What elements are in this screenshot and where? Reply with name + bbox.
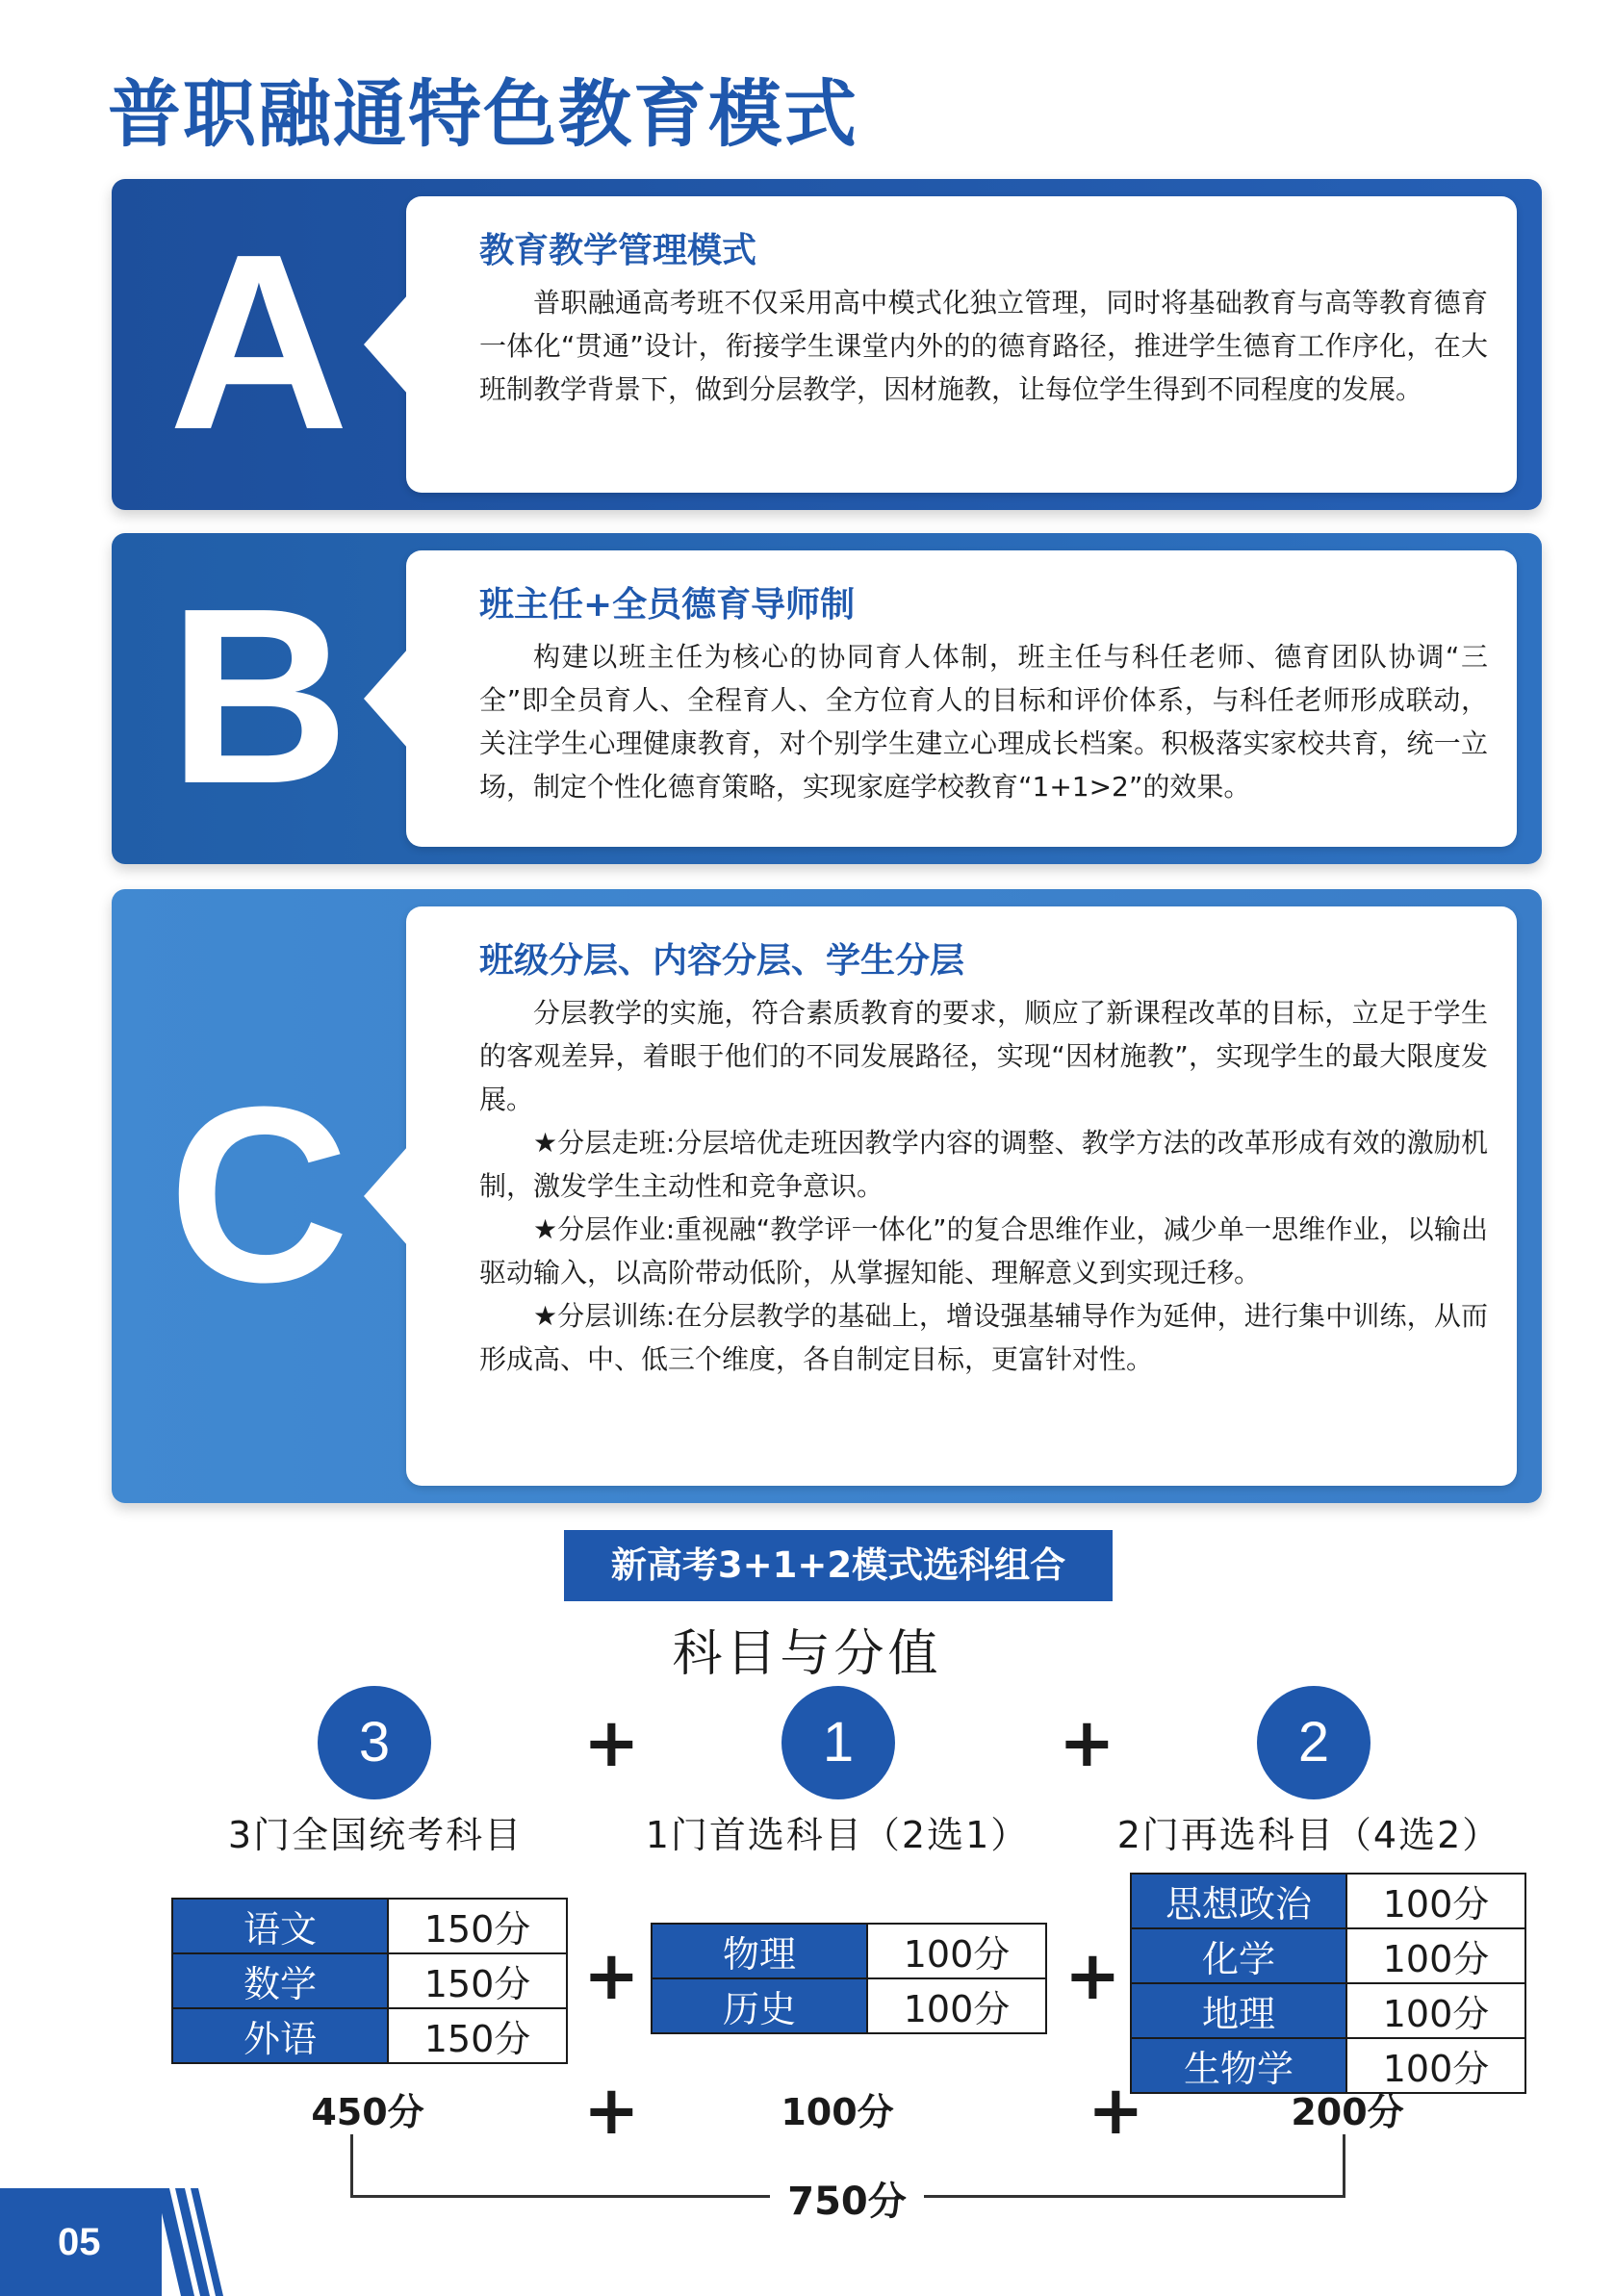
subject-score: 100分 — [1346, 2038, 1525, 2093]
footer-stripes-decoration — [156, 2188, 233, 2296]
plus-sign: + — [1088, 2071, 1144, 2150]
subject-name: 生物学 — [1131, 2038, 1346, 2093]
panel-letter: C — [168, 1056, 349, 1335]
table-row — [652, 1924, 1046, 1978]
plus-sign: + — [583, 1703, 640, 1782]
subject-score: 100分 — [1346, 1983, 1525, 2038]
subject-name: 语文 — [172, 1899, 388, 1953]
grand-total: 750分 — [770, 2171, 924, 2226]
subject-name: 数学 — [172, 1953, 388, 2008]
subject-score: 100分 — [867, 1924, 1046, 1978]
subject-score: 150分 — [388, 1899, 567, 1953]
panel-title: 教育教学管理模式 — [479, 231, 757, 270]
exam-banner: 新高考3+1+2模式选科组合 — [564, 1530, 1113, 1601]
count-circle-2: 2 — [1257, 1686, 1371, 1799]
panel-text — [479, 281, 1488, 411]
subject-score: 100分 — [1346, 1874, 1525, 1928]
panel-paragraph: 分层教学的实施，符合素质教育的要求，顺应了新课程改革的目标，立足于学生的客观差异，着眼于他们的不同发展路径，实现“因材施教”，实现学生的最大限度发展。 — [479, 997, 1488, 1115]
subject-score: 100分 — [1346, 1928, 1525, 1983]
subject-name: 外语 — [172, 2008, 388, 2063]
panel-c — [112, 889, 1542, 1503]
count-circle-1: 1 — [781, 1686, 895, 1799]
group-total: 100分 — [781, 2091, 894, 2133]
table-row — [172, 1899, 567, 1953]
subject-name: 思想政治 — [1131, 1874, 1346, 1928]
panel-paragraph: 普职融通高考班不仅采用高中模式化独立管理，同时将基础教育与高等教育德育一体化“贯通”设计，衔接学生课堂内外的的德育路径，推进学生德育工作序化，在大班制教学背景下，做到分层教学，因材施教，让每位学生得到不同程度的发展。 — [479, 287, 1488, 405]
panel-text — [479, 635, 1488, 808]
plus-sign: + — [1059, 1703, 1115, 1782]
panel-letter: B — [168, 557, 349, 836]
panel-paragraph: ★分层作业:重视融“教学评一体化”的复合思维作业，减少单一思维作业，以输出驱动输入，以高阶带动低阶，从掌握知能、理解意义到实现迁移。 — [479, 1213, 1488, 1288]
panel-a — [112, 179, 1542, 510]
group-total: 200分 — [1291, 2091, 1404, 2133]
subject-score: 150分 — [388, 2008, 567, 2063]
subject-name: 化学 — [1131, 1928, 1346, 1983]
page-number: 05 — [0, 2188, 162, 2296]
plus-sign: + — [583, 2071, 640, 2150]
panel-b — [112, 533, 1542, 864]
subject-score: 100分 — [867, 1978, 1046, 2033]
subjects-table-unified — [171, 1898, 568, 2064]
page-title: 普职融通特色教育模式 — [108, 71, 858, 157]
group-total: 450分 — [311, 2091, 424, 2133]
subjects-table-first-choice — [651, 1923, 1047, 2034]
panel-letter: A — [168, 203, 349, 482]
table-row — [1131, 1983, 1525, 2038]
table-row — [652, 1978, 1046, 2033]
panel-card — [406, 196, 1517, 493]
exam-subtitle: 科目与分值 — [672, 1625, 942, 1683]
subject-score: 150分 — [388, 1953, 567, 2008]
subject-name: 物理 — [652, 1924, 867, 1978]
table-row — [172, 1953, 567, 2008]
subject-name: 历史 — [652, 1978, 867, 2033]
count-circle-3: 3 — [318, 1686, 431, 1799]
table-row — [1131, 1928, 1525, 1983]
group-label: 3门全国统考科目 — [227, 1814, 524, 1856]
panel-paragraph: ★分层走班:分层培优走班因教学内容的调整、教学方法的改革形成有效的激励机制，激发学生主动性和竞争意识。 — [479, 1127, 1488, 1202]
group-label: 2门再选科目（4选2） — [1116, 1814, 1501, 1856]
panel-card — [406, 550, 1517, 847]
panel-card — [406, 906, 1517, 1486]
subjects-table-second-choice — [1130, 1873, 1526, 2094]
panel-title: 班主任+全员德育导师制 — [479, 585, 856, 625]
subject-name: 地理 — [1131, 1983, 1346, 2038]
panel-text — [479, 991, 1488, 1381]
plus-sign: + — [1064, 1936, 1121, 2015]
table-row — [1131, 1874, 1525, 1928]
panel-paragraph: ★分层训练:在分层教学的基础上，增设强基辅导作为延伸，进行集中训练，从而形成高、中、低三个维度，各自制定目标，更富针对性。 — [479, 1300, 1488, 1375]
group-label: 1门首选科目（2选1） — [645, 1814, 1030, 1856]
panel-paragraph: 构建以班主任为核心的协同育人体制，班主任与科任老师、德育团队协调“三全”即全员育人、全程育人、全方位育人的目标和评价体系，与科任老师形成联动，关注学生心理健康教育，对个别学生建立心理成长档案。积极落实家校共育，统一立场，制定个性化德育策略，实现家庭学校教育“1+1>2”的效果。 — [479, 641, 1488, 803]
panel-title: 班级分层、内容分层、学生分层 — [479, 941, 965, 981]
plus-sign: + — [583, 1936, 640, 2015]
table-row — [172, 2008, 567, 2063]
